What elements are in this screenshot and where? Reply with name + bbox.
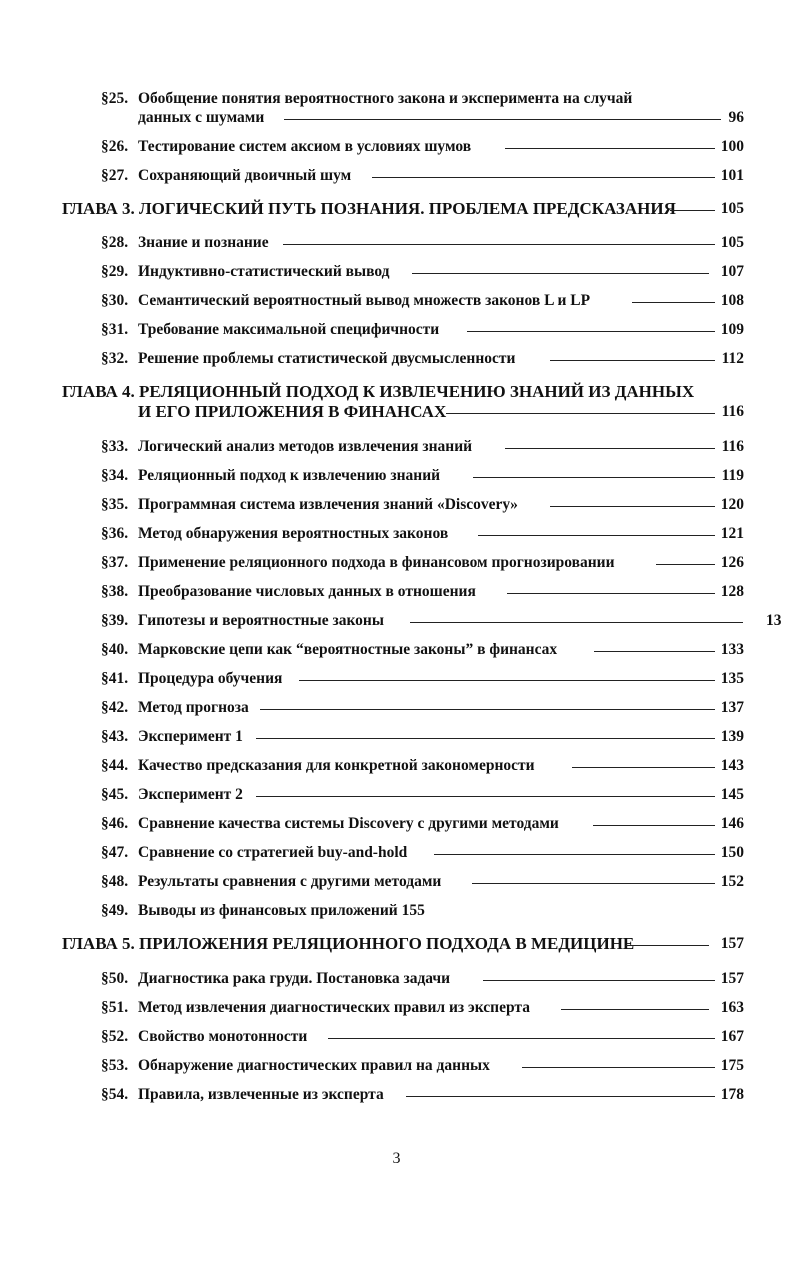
section-number: §39. [101,612,129,629]
section-title: Выводы из финансовых приложений 155 [138,902,425,919]
section-title: Решение проблемы статистической двусмысленности [138,350,516,367]
page-ref: 145 [720,786,744,803]
section-title: Свойство монотонности [138,1028,308,1045]
section-number: §42. [101,699,129,716]
dot-leader [522,1067,715,1068]
dot-leader [561,1009,709,1010]
page-ref: 135 [720,670,744,687]
page-ref-overflow: 13 [766,612,782,629]
section-title: Процедура обучения [138,670,283,687]
page-ref: 107 [720,263,744,280]
section-number: §38. [101,583,129,600]
page-ref: 175 [720,1057,744,1074]
chapter-title: ГЛАВА 4. РЕЛЯЦИОННЫЙ ПОДХОД К ИЗВЛЕЧЕНИЮ ЗНАНИЙ ИЗ ДАННЫХ [62,382,695,401]
dot-leader [283,244,715,245]
section-title: Эксперимент 2 [138,786,243,803]
page-ref: 109 [720,321,744,338]
section-number: §27. [101,167,129,184]
page-ref: 105 [720,234,744,251]
section-title: Сохраняющий двоичный шум [138,167,352,184]
page-ref: 146 [720,815,744,832]
section-title: Обобщение понятия вероятностного закона и эксперимента на случай [138,90,633,107]
page-ref: 163 [720,999,744,1016]
section-title: Требование максимальной специфичности [138,321,440,338]
section-title: Семантический вероятностный вывод множеств законов L и LP [138,292,591,309]
section-number: §29. [101,263,129,280]
page-ref: 157 [720,970,744,987]
section-number: §53. [101,1057,129,1074]
section-number: §43. [101,728,129,745]
section-title: Обнаружение диагностических правил на данных [138,1057,490,1074]
section-number: §45. [101,786,129,803]
section-title: Метод прогноза [138,699,249,716]
section-number: §37. [101,554,129,571]
dot-leader [594,651,715,652]
page-number: 3 [392,1150,401,1167]
section-title: Преобразование числовых данных в отношения [138,583,476,600]
section-number: §34. [101,467,129,484]
section-number: §30. [101,292,129,309]
section-number: §40. [101,641,129,658]
section-title-continuation: данных с шумами [138,109,265,126]
dot-leader [472,883,715,884]
page-ref: 96 [728,109,744,126]
section-number: §46. [101,815,129,832]
dot-leader [299,680,715,681]
dot-leader [670,210,715,211]
section-number: §54. [101,1086,129,1103]
dot-leader [473,477,715,478]
page-ref: 100 [720,138,744,155]
section-number: §41. [101,670,129,687]
page-ref: 157 [720,935,744,952]
chapter-title: ГЛАВА 3. ЛОГИЧЕСКИЙ ПУТЬ ПОЗНАНИЯ. ПРОБЛЕМА ПРЕДСКАЗАНИЯ [62,199,676,218]
page-ref: 150 [720,844,744,861]
page-ref: 116 [721,438,744,455]
section-number: §25. [101,90,129,107]
dot-leader [412,273,709,274]
section-number: §47. [101,844,129,861]
section-title: Логический анализ методов извлечения знаний [138,438,473,455]
section-number: §44. [101,757,129,774]
page-ref: 143 [720,757,744,774]
dot-leader [626,945,709,946]
section-number: §32. [101,350,129,367]
section-title: Марковские цепи как “вероятностные законы” в финансах [138,641,558,658]
dot-leader [434,854,715,855]
page-ref: 108 [720,292,744,309]
section-title: Сравнение качества системы Discovery с другими методами [138,815,559,832]
section-title: Эксперимент 1 [138,728,243,745]
section-title: Метод обнаружения вероятностных законов [138,525,449,542]
dot-leader [656,564,715,565]
page-ref: 167 [720,1028,744,1045]
dot-leader [593,825,715,826]
section-title: Диагностика рака груди. Постановка задачи [138,970,451,987]
dot-leader [632,302,715,303]
section-title: Метод извлечения диагностических правил из эксперта [138,999,530,1016]
section-title: Результаты сравнения с другими методами [138,873,442,890]
page-ref: 128 [720,583,744,600]
dot-leader [284,119,721,120]
dot-leader [550,360,715,361]
page-ref: 101 [720,167,744,184]
dot-leader [478,535,715,536]
dot-leader [505,448,715,449]
section-title: Правила, извлеченные из эксперта [138,1086,384,1103]
page-ref: 178 [720,1086,744,1103]
dot-leader [328,1038,715,1039]
dot-leader [256,738,715,739]
section-number: §36. [101,525,129,542]
dot-leader [256,796,715,797]
section-title: Индуктивно-статистический вывод [138,263,390,280]
page-ref: 112 [721,350,744,367]
dot-leader [372,177,715,178]
section-title: Гипотезы и вероятностные законы [138,612,384,629]
dot-leader [410,622,743,623]
dot-leader [572,767,715,768]
page-ref: 120 [720,496,744,513]
dot-leader [483,980,715,981]
dot-leader [446,413,715,414]
section-number: §31. [101,321,129,338]
section-number: §51. [101,999,129,1016]
page-ref: 133 [720,641,744,658]
section-number: §33. [101,438,129,455]
section-title: Реляционный подход к извлечению знаний [138,467,441,484]
section-title: Качество предсказания для конкретной закономерности [138,757,535,774]
section-number: §26. [101,138,129,155]
dot-leader [507,593,715,594]
page-ref: 121 [720,525,744,542]
chapter-title-continuation: И ЕГО ПРИЛОЖЕНИЯ В ФИНАНСАХ [138,402,447,421]
section-number: §28. [101,234,129,251]
section-number: §49. [101,902,129,919]
section-number: §35. [101,496,129,513]
page-ref: 152 [720,873,744,890]
page-ref: 105 [720,200,744,217]
dot-leader [406,1096,715,1097]
section-title: Тестирование систем аксиом в условиях шумов [138,138,472,155]
page-ref: 139 [720,728,744,745]
dot-leader [467,331,715,332]
page-ref: 116 [721,403,744,420]
page-ref: 126 [720,554,744,571]
page-ref: 137 [720,699,744,716]
section-title: Применение реляционного подхода в финансовом прогнозировании [138,554,615,571]
dot-leader [260,709,715,710]
dot-leader [550,506,715,507]
section-title: Знание и познание [138,234,269,251]
dot-leader [505,148,715,149]
section-number: §48. [101,873,129,890]
page-ref: 119 [721,467,744,484]
section-number: §50. [101,970,129,987]
chapter-title: ГЛАВА 5. ПРИЛОЖЕНИЯ РЕЛЯЦИОННОГО ПОДХОДА В МЕДИЦИНЕ [62,934,635,953]
section-title: Программная система извлечения знаний «Discovery» [138,496,518,513]
section-title: Сравнение со стратегией buy-and-hold [138,844,408,861]
section-number: §52. [101,1028,129,1045]
